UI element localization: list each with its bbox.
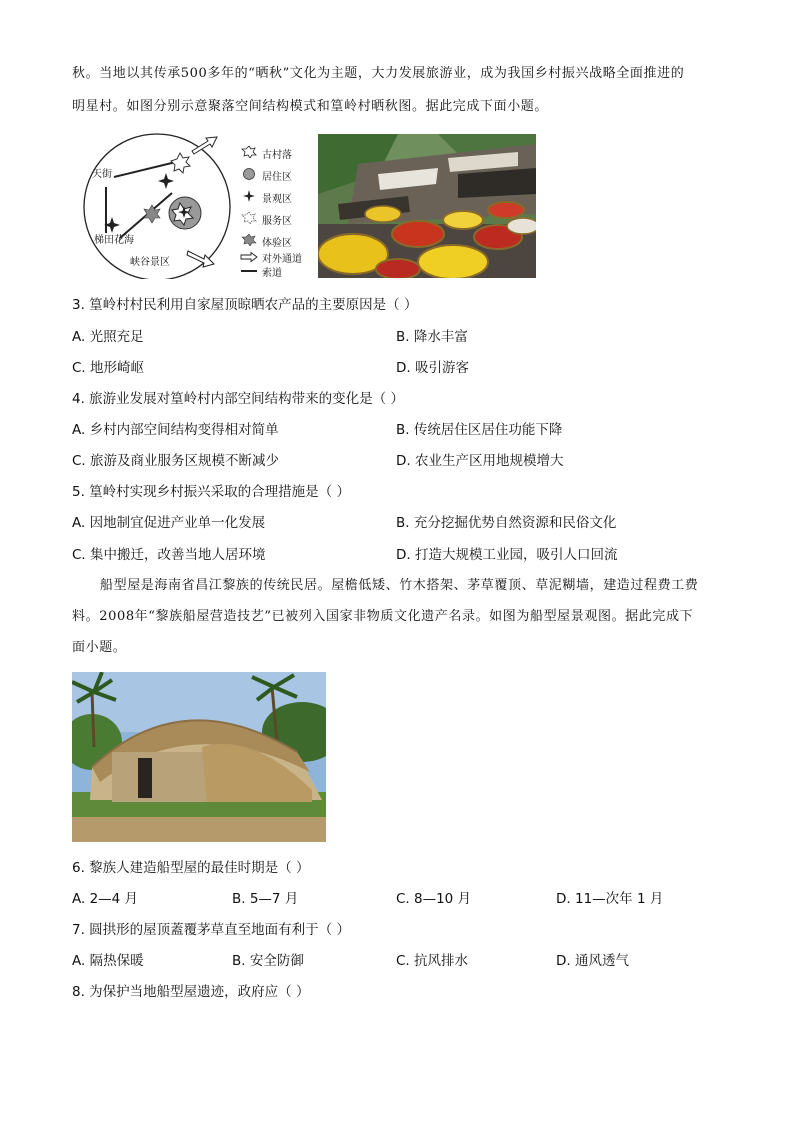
legend-cableway: 索道 (240, 266, 282, 280)
label-titian: 梯田花海 (94, 235, 134, 246)
q3-option-d[interactable]: D. 吸引游客 (396, 360, 469, 376)
cableway-icon (240, 266, 258, 280)
q6-option-c[interactable]: C. 8—10 月 (396, 891, 472, 907)
q7-option-d[interactable]: D. 通风透气 (556, 953, 629, 969)
q7-option-a[interactable]: A. 隔热保暖 (72, 953, 144, 969)
q6-option-d[interactable]: D. 11—次年 1 月 (556, 891, 664, 907)
q3-option-b[interactable]: B. 降水丰富 (396, 329, 468, 345)
q4-option-d[interactable]: D. 农业生产区用地规模增大 (396, 453, 564, 469)
q5-option-a[interactable]: A. 因地制宜促进产业单一化发展 (72, 515, 266, 531)
q7-option-b[interactable]: B. 安全防御 (232, 953, 304, 969)
legend-experience: 体验区 (240, 234, 292, 250)
intro2-line-2: 料。2008年“黎族船屋营造技艺”已被列入国家非物质文化遗产名录。如图为船型屋景观图。据此完成下 (72, 609, 694, 624)
q4-option-a[interactable]: A. 乡村内部空间结构变得相对简单 (72, 422, 279, 438)
legend-residential: 居住区 (240, 168, 292, 184)
service-icon (240, 212, 258, 228)
external-route-icon (240, 252, 258, 266)
q6-option-b[interactable]: B. 5—7 月 (232, 891, 299, 907)
intro-line-2: 明星村。如图分别示意聚落空间结构模式和篁岭村晒秋图。据此完成下面小题。 (72, 99, 549, 114)
intro-line-1: 秋。当地以其传承500多年的“晒秋”文化为主题，大力发展旅游业，成为我国乡村振兴战略全面推进的 (72, 66, 685, 81)
q5-option-b[interactable]: B. 充分挖掘优势自然资源和民俗文化 (396, 515, 617, 531)
boat-house-photo (72, 672, 326, 842)
experience-icon (240, 234, 258, 250)
q4-option-b[interactable]: B. 传统居住区居住功能下降 (396, 422, 563, 438)
scenic-icon (240, 190, 258, 206)
q3-option-a[interactable]: A. 光照充足 (72, 329, 144, 345)
q7-option-c[interactable]: C. 抗风排水 (396, 953, 469, 969)
question-4-stem: 4. 旅游业发展对篁岭村内部空间结构带来的变化是（ ） (72, 391, 404, 407)
label-xiagu: 峡谷景区 (130, 257, 170, 268)
label-tianjie: 天街 (92, 169, 112, 180)
question-5-stem: 5. 篁岭村实现乡村振兴采取的合理措施是（ ） (72, 484, 350, 500)
q3-option-c[interactable]: C. 地形崎岖 (72, 360, 145, 376)
q4-option-c[interactable]: C. 旅游及商业服务区规模不断减少 (72, 453, 280, 469)
legend-external-route: 对外通道 (240, 252, 302, 266)
intro2-line-1: 船型屋是海南省昌江黎族的传统民居。屋檐低矮、竹木搭架、茅草覆顶、草泥糊墙，建造过程费工费 (100, 578, 699, 593)
q5-option-c[interactable]: C. 集中搬迁，改善当地人居环境 (72, 547, 266, 563)
ancient-village-icon (240, 146, 258, 162)
legend-service: 服务区 (240, 212, 292, 228)
question-8-stem: 8. 为保护当地船型屋遗迹，政府应（ ） (72, 984, 310, 1000)
legend-scenic: 景观区 (240, 190, 292, 206)
question-3-stem: 3. 篁岭村村民利用自家屋顶晾晒农产品的主要原因是（ ） (72, 297, 418, 313)
q6-option-a[interactable]: A. 2—4 月 (72, 891, 139, 907)
intro2-line-3: 面小题。 (72, 640, 127, 655)
crop-drying-photo (318, 134, 536, 278)
residential-icon (240, 168, 258, 184)
question-7-stem: 7. 圆拱形的屋顶蓋覆茅草直至地面有利于（ ） (72, 922, 350, 938)
question-6-stem: 6. 黎族人建造船型屋的最佳时期是（ ） (72, 860, 310, 876)
legend-ancient-village: 古村落 (240, 146, 292, 162)
q5-option-d[interactable]: D. 打造大规模工业园，吸引人口回流 (396, 547, 618, 563)
